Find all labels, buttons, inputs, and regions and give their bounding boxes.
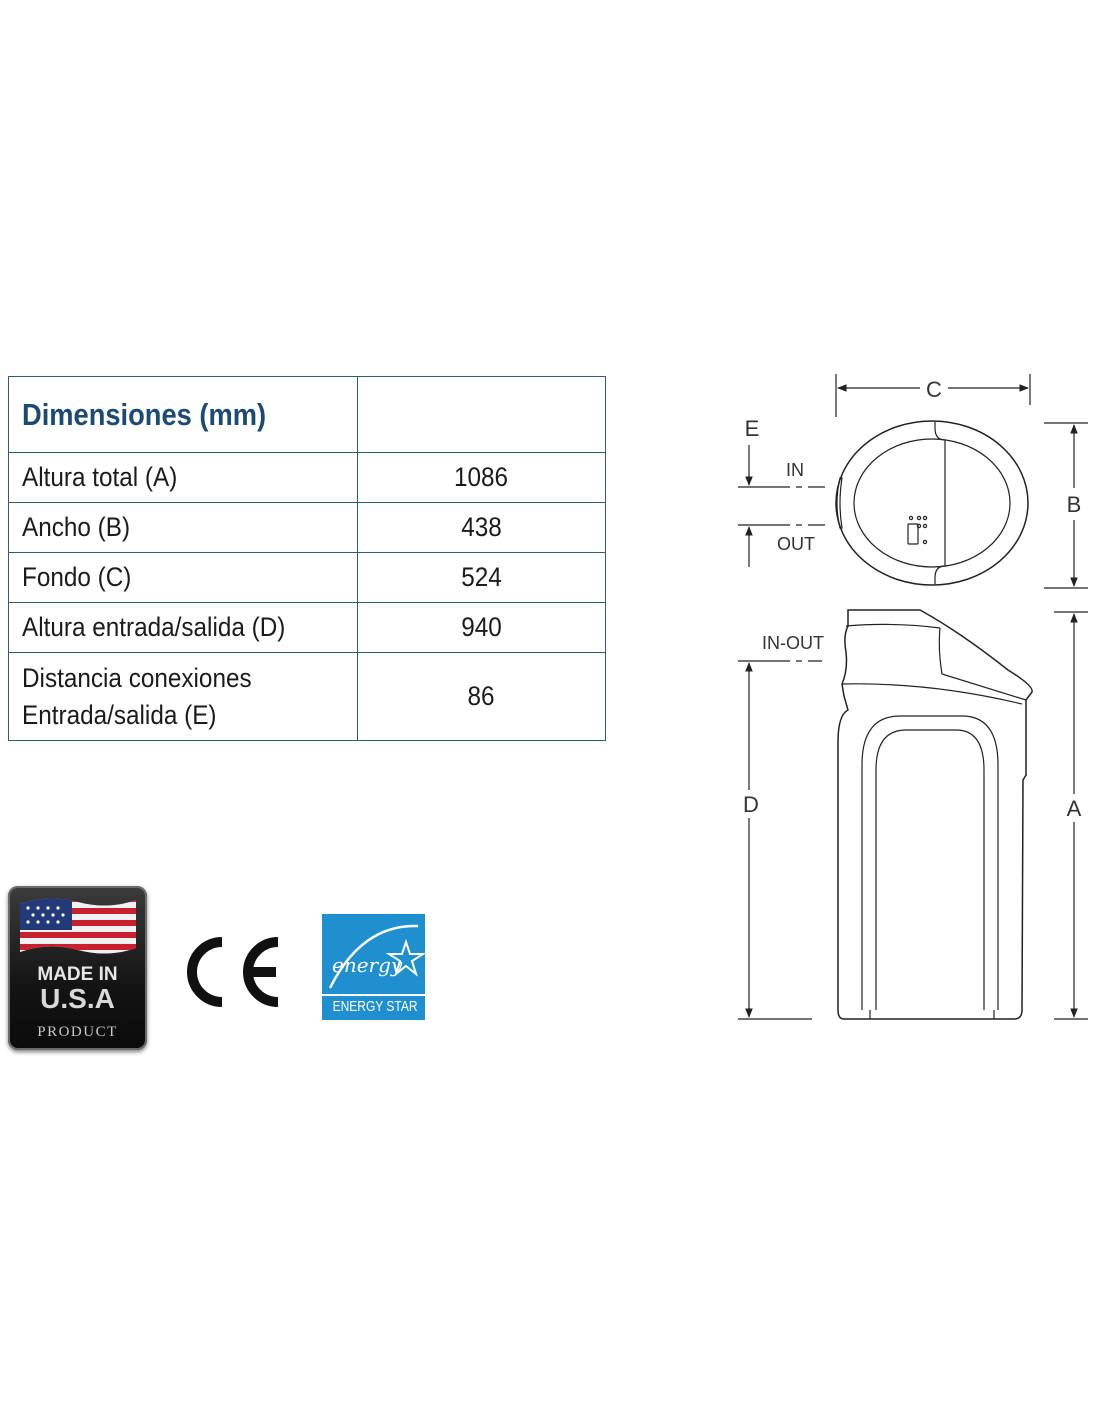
row-label: Ancho (B) <box>22 512 131 543</box>
made-in-usa-logo <box>8 886 147 1050</box>
table-header-empty-cell <box>358 377 606 453</box>
table-row <box>9 603 606 653</box>
label-in: IN <box>786 460 804 480</box>
ce-mark-logo <box>180 932 284 1012</box>
row-value: 438 <box>461 512 502 542</box>
label-out: OUT <box>777 534 815 554</box>
row-label: Altura total (A) <box>22 462 178 493</box>
energy-star-logo <box>322 914 425 1020</box>
table-header-cell <box>9 377 358 453</box>
row-value: 524 <box>461 562 502 592</box>
dimensions-table <box>8 376 606 741</box>
label-e: E <box>744 416 760 441</box>
label-b: B <box>1066 492 1082 517</box>
table-row <box>9 553 606 603</box>
row-value: 86 <box>467 681 496 711</box>
row-label-line1: Distancia conexiones <box>22 663 252 694</box>
softener-dimension-drawing <box>730 370 1100 1035</box>
row-label: Altura entrada/salida (D) <box>22 612 286 643</box>
energy-script: energy <box>332 953 403 977</box>
table-row <box>9 503 606 553</box>
usa-flag-icon <box>8 886 147 1050</box>
row-label-line2: Entrada/salida (E) <box>22 699 217 730</box>
usa-line2: U.S.A <box>40 983 115 1014</box>
table-row <box>9 453 606 503</box>
table-title: Dimensiones (mm) <box>22 396 267 432</box>
label-a: A <box>1066 796 1082 821</box>
label-d: D <box>743 792 759 817</box>
row-value: 1086 <box>454 462 509 492</box>
row-label: Fondo (C) <box>22 562 132 593</box>
label-in-out: IN-OUT <box>762 633 824 653</box>
usa-line3: PRODUCT <box>37 1024 118 1040</box>
label-c: C <box>926 377 942 402</box>
energy-star-label: ENERGY STAR <box>332 998 418 1015</box>
usa-line1: MADE IN <box>37 964 118 985</box>
table-header-row <box>9 377 606 453</box>
table-row <box>9 653 606 741</box>
row-value: 940 <box>461 612 502 642</box>
